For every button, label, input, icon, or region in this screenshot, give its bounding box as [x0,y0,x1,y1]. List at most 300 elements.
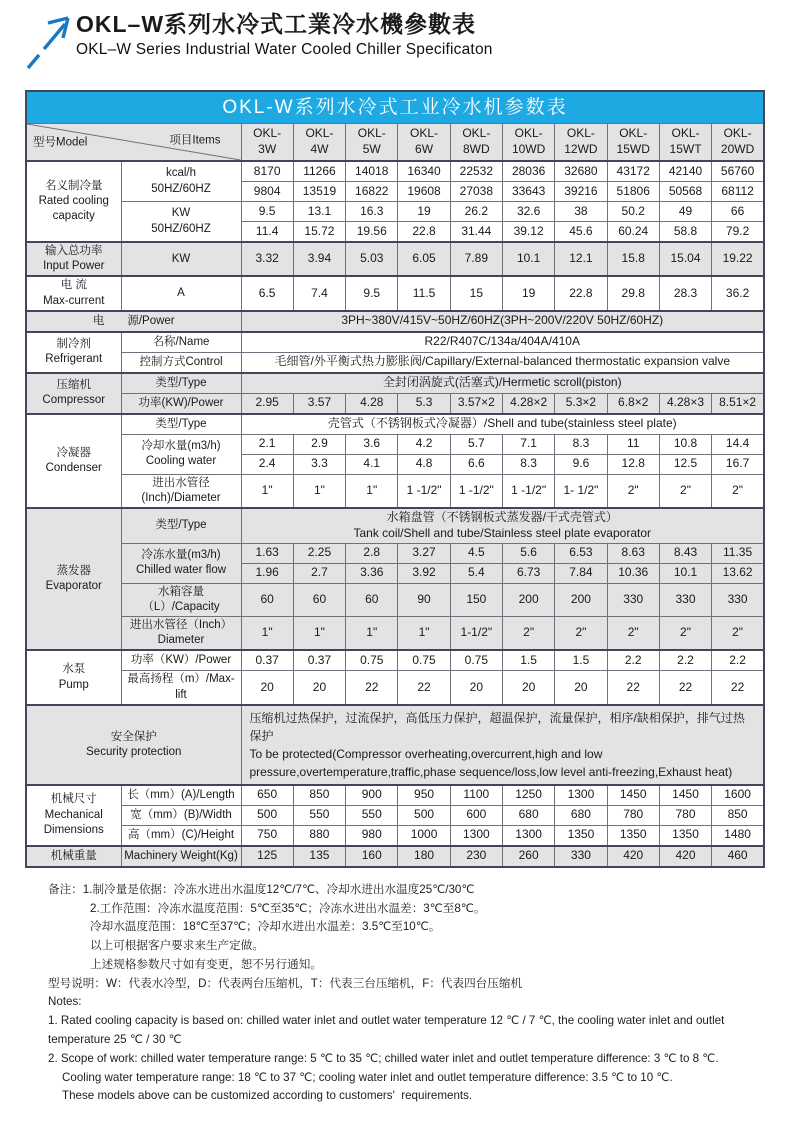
table-row [26,373,764,394]
value-cell: 1.5 [555,650,607,671]
table-row [26,846,764,867]
value-cell: 200 [555,583,607,616]
value-cell: 32680 [555,161,607,182]
value-cell: 3.92 [398,563,450,583]
value-cell: 1 -1/2" [502,474,554,508]
value-cell: 8.63 [607,543,659,563]
value-cell: 750 [241,825,293,846]
note-line: 备注：1.制冷量是依据：冷冻水进出水温度12℃/7℃、冷却水进出水温度25℃/30℃ [48,882,475,896]
value-cell: 1-1/2" [450,617,502,651]
page-subtitle: OKL–W Series Industrial Water Cooled Chiller Specificaton [76,40,493,58]
value-cell: 7.1 [502,434,554,454]
model-header-cell: OKL- 6W [398,124,450,162]
value-cell: 1300 [450,825,502,846]
value-cell: 3.6 [346,434,398,454]
value-cell: 60.24 [607,222,659,243]
value-cell: 90 [398,583,450,616]
value-cell: 50568 [659,182,711,202]
corner-cell [26,124,241,162]
value-cell: 950 [398,785,450,806]
value-cell: 420 [607,846,659,867]
table-row [26,785,764,806]
value-cell: 780 [659,805,711,825]
value-cell: 2.95 [241,393,293,414]
value-cell: 8170 [241,161,293,182]
row-item-label: 高（mm）(C)/Height [121,825,241,846]
row-item-label: 冷却水量(m3/h) Cooling water [121,434,241,474]
value-cell: 4.8 [398,454,450,474]
row-item-label: 长（mm）(A)/Length [121,785,241,806]
model-header-cell: OKL- 15WT [659,124,711,162]
value-cell: 160 [346,846,398,867]
value-cell: 9.5 [346,276,398,310]
value-cell: 1" [293,474,345,508]
table-title: OKL-W系列水冷式工业冷水机参数表 [26,91,764,124]
value-cell: 180 [398,846,450,867]
value-cell: 6.6 [450,454,502,474]
value-cell: 50.2 [607,202,659,222]
value-cell: 16.3 [346,202,398,222]
row-label: 电 源/Power [26,311,241,332]
value-cell: 10.8 [659,434,711,454]
value-cell: 1350 [659,825,711,846]
value-cell: 15.72 [293,222,345,243]
value-cell: 33643 [502,182,554,202]
value-cell: 6.8×2 [607,393,659,414]
row-group-label: 机械重量 [26,846,121,867]
value-cell: 22 [659,671,711,705]
value-cell: 1" [241,617,293,651]
row-item-label: 功率(KW)/Power [121,393,241,414]
table-row [26,474,764,508]
value-cell: 1100 [450,785,502,806]
value-cell: 5.6 [502,543,554,563]
value-cell: 6.05 [398,242,450,276]
value-cell: 1.63 [241,543,293,563]
value-cell: 16822 [346,182,398,202]
value-cell: 4.5 [450,543,502,563]
row-group-label: 冷凝器 Condenser [26,414,121,508]
value-cell: 9.5 [241,202,293,222]
value-cell: 5.3 [398,393,450,414]
value-cell: 13.62 [712,563,764,583]
value-cell: 1 -1/2" [398,474,450,508]
value-cell: 22.8 [555,276,607,310]
value-cell: 4.28×3 [659,393,711,414]
value-cell: 1" [293,617,345,651]
value-cell: 5.4 [450,563,502,583]
table-row [26,311,764,332]
value-cell: 1- 1/2" [555,474,607,508]
value-cell: 66 [712,202,764,222]
value-cell: 260 [502,846,554,867]
value-cell: 2.2 [659,650,711,671]
value-cell: 680 [555,805,607,825]
value-cell: 880 [293,825,345,846]
value-cell: 1350 [555,825,607,846]
table-row [26,414,764,435]
spec-table-body [26,161,764,867]
value-cell: 11266 [293,161,345,182]
note-line: Cooling water temperature range: 18 ℃ to 37 ℃; cooling water inlet and outlet temperature difference: 3.5 ℃ to 10 ℃. [62,1070,673,1084]
table-row [26,671,764,705]
value-cell: 51806 [607,182,659,202]
value-cell: 850 [293,785,345,806]
table-row [26,434,764,454]
value-cell: 680 [502,805,554,825]
value-cell: 900 [346,785,398,806]
row-item-label: 类型/Type [121,373,241,394]
row-item-label: 水箱容量（L）/Capacity [121,583,241,616]
value-cell: 150 [450,583,502,616]
value-cell: 8.43 [659,543,711,563]
value-cell: 3.94 [293,242,345,276]
value-cell: 550 [346,805,398,825]
value-cell: 10.1 [659,563,711,583]
value-cell: 1300 [502,825,554,846]
table-row [26,543,764,563]
value-cell: 15.04 [659,242,711,276]
value-cell: 2" [607,617,659,651]
value-cell: 43172 [607,161,659,182]
value-cell: 6.53 [555,543,607,563]
table-row [26,202,764,222]
table-wrapper [25,90,790,868]
value-cell: 1.96 [241,563,293,583]
row-item-label: 宽（mm）(B)/Width [121,805,241,825]
note-line: 以上可根据客户要求来生产定做。 [90,939,264,953]
table-row [26,161,764,182]
value-cell: 2" [555,617,607,651]
value-cell: 11.35 [712,543,764,563]
value-cell: 650 [241,785,293,806]
table-row [26,352,764,373]
value-cell: 19.56 [346,222,398,243]
value-cell: 11.4 [241,222,293,243]
note-line: 上述规格参数尺寸如有变更，恕不另行通知。 [90,957,322,971]
model-header-cell: OKL- 12WD [555,124,607,162]
value-cell: 330 [659,583,711,616]
value-cell: 2.25 [293,543,345,563]
value-cell: 500 [398,805,450,825]
value-cell: 330 [607,583,659,616]
row-group-label: 压缩机 Compressor [26,373,121,414]
notes [48,881,770,1106]
value-cell: 20 [502,671,554,705]
value-cell: 3.57 [293,393,345,414]
value-cell: 2.7 [293,563,345,583]
value-cell: 19 [398,202,450,222]
value-cell: 20 [555,671,607,705]
value-cell: 39.12 [502,222,554,243]
value-cell: 27038 [450,182,502,202]
value-cell: 14018 [346,161,398,182]
value-cell: 2" [659,474,711,508]
model-header-cell: OKL- 8WD [450,124,502,162]
value-cell: 32.6 [502,202,554,222]
row-group-label: 蒸发器 Evaporator [26,508,121,650]
value-cell: 1 -1/2" [450,474,502,508]
value-cell: 28036 [502,161,554,182]
value-cell: 2.1 [241,434,293,454]
value-cell: 3PH~380V/415V~50HZ/60HZ(3PH~200V/220V 50HZ/60HZ) [241,311,764,332]
value-cell: 58.8 [659,222,711,243]
value-cell: 7.89 [450,242,502,276]
table-row [26,508,764,543]
value-cell: 1600 [712,785,764,806]
value-cell: 1450 [659,785,711,806]
table-row [26,583,764,616]
value-cell: 14.4 [712,434,764,454]
page-title: OKL–W系列水冷式工業冷水機參數表 [76,11,477,37]
value-cell: 12.1 [555,242,607,276]
value-cell: 500 [241,805,293,825]
row-group-label: 水泵 Pump [26,650,121,704]
value-cell: 39216 [555,182,607,202]
value-cell: 16.7 [712,454,764,474]
value-cell: 毛细管/外平衡式热力膨胀阀/Capillary/External-balanced thermostatic expansion valve [241,352,764,373]
table-row [26,805,764,825]
row-item-label: KW [121,242,241,276]
value-cell: 11.5 [398,276,450,310]
value-cell: 压缩机过热保护，过流保护，高低压力保护，超温保护，流量保护，相序/缺相保护，排气过热保护 To be protected(Compressor overheating,overcurrent,high and low pressure,overtemperature,traffic,phase sequence/loss,low level anti-freezing,Exhaust heat) [241,705,764,785]
value-cell: 1250 [502,785,554,806]
value-cell: 49 [659,202,711,222]
row-item-label: 控制方式Control [121,352,241,373]
value-cell: 13.1 [293,202,345,222]
value-cell: 38 [555,202,607,222]
value-cell: 3.57×2 [450,393,502,414]
value-cell: 45.6 [555,222,607,243]
row-item-label: 冷冻水量(m3/h) Chilled water flow [121,543,241,583]
value-cell: 125 [241,846,293,867]
value-cell: 20 [293,671,345,705]
value-cell: 3.36 [346,563,398,583]
value-cell: 20 [450,671,502,705]
value-cell: 330 [555,846,607,867]
value-cell: 200 [502,583,554,616]
model-header-cell: OKL- 4W [293,124,345,162]
value-cell: 60 [241,583,293,616]
table-row [26,393,764,414]
value-cell: 29.8 [607,276,659,310]
value-cell: 13519 [293,182,345,202]
model-header-cell: OKL- 10WD [502,124,554,162]
value-cell: 330 [712,583,764,616]
value-cell: 10.36 [607,563,659,583]
value-cell: 全封闭涡旋式(活塞式)/Hermetic scroll(piston) [241,373,764,394]
up-right-arrow-icon [26,12,76,74]
value-cell: 780 [607,805,659,825]
value-cell: 2" [712,474,764,508]
value-cell: 1" [398,617,450,651]
value-cell: 7.4 [293,276,345,310]
row-group-label: 名义制冷量 Rated cooling capacity [26,161,121,242]
row-group-label: 输入总功率 Input Power [26,242,121,276]
value-cell: 22 [712,671,764,705]
value-cell: R22/R407C/134a/404A/410A [241,332,764,353]
value-cell: 550 [293,805,345,825]
value-cell: 4.2 [398,434,450,454]
value-cell: 2.2 [712,650,764,671]
value-cell: 60 [293,583,345,616]
value-cell: 6.73 [502,563,554,583]
value-cell: 2.2 [607,650,659,671]
row-item-label: 功率（KW）/Power [121,650,241,671]
value-cell: 79.2 [712,222,764,243]
value-cell: 8.3 [555,434,607,454]
model-header-cell: OKL- 3W [241,124,293,162]
value-cell: 68112 [712,182,764,202]
value-cell: 1480 [712,825,764,846]
row-group-label: 电 流 Max-current [26,276,121,310]
value-cell: 2" [502,617,554,651]
title-block [76,8,493,59]
value-cell: 19608 [398,182,450,202]
value-cell: 9804 [241,182,293,202]
value-cell: 20 [241,671,293,705]
value-cell: 2" [712,617,764,651]
table-row [26,650,764,671]
row-item-label: 名称/Name [121,332,241,353]
table-row [26,276,764,310]
value-cell: 2" [607,474,659,508]
value-cell: 420 [659,846,711,867]
row-group-label: 制冷剂 Refrigerant [26,332,121,373]
value-cell: 4.28×2 [502,393,554,414]
value-cell: 8.3 [502,454,554,474]
corner-model-label: 型号Model [33,136,88,149]
value-cell: 15 [450,276,502,310]
value-cell: 1300 [555,785,607,806]
note-line: 2.工作范围：冷冻水温度范围：5℃至35℃；冷冻水进出水温差：3℃至8℃。 [90,901,486,915]
row-item-label: 进出水管径（Inch） Diameter [121,617,241,651]
value-cell: 5.7 [450,434,502,454]
value-cell: 22 [607,671,659,705]
value-cell: 1.5 [502,650,554,671]
value-cell: 0.37 [293,650,345,671]
note-line: 冷却水温度范围：18℃至37℃；冷却水进出水温差：3.5℃至10℃。 [90,920,441,934]
row-item-label: 类型/Type [121,414,241,435]
value-cell: 850 [712,805,764,825]
value-cell: 16340 [398,161,450,182]
spec-table [25,90,765,868]
value-cell: 2.4 [241,454,293,474]
value-cell: 12.5 [659,454,711,474]
value-cell: 6.5 [241,276,293,310]
value-cell: 1450 [607,785,659,806]
value-cell: 36.2 [712,276,764,310]
table-row [26,705,764,785]
value-cell: 5.03 [346,242,398,276]
value-cell: 31.44 [450,222,502,243]
value-cell: 10.1 [502,242,554,276]
row-item-label: 最高扬程（m）/Max-lift [121,671,241,705]
value-cell: 135 [293,846,345,867]
page-header [0,0,790,74]
value-cell: 壳管式（不锈钢板式冷凝器）/Shell and tube(stainless steel plate) [241,414,764,435]
value-cell: 1350 [607,825,659,846]
value-cell: 19.22 [712,242,764,276]
table-row [26,617,764,651]
value-cell: 19 [502,276,554,310]
value-cell: 3.3 [293,454,345,474]
value-cell: 4.28 [346,393,398,414]
value-cell: 2" [659,617,711,651]
value-cell: 12.8 [607,454,659,474]
value-cell: 4.1 [346,454,398,474]
value-cell: 22.8 [398,222,450,243]
value-cell: 3.32 [241,242,293,276]
model-header-cell: OKL- 20WD [712,124,764,162]
value-cell: 1000 [398,825,450,846]
value-cell: 5.3×2 [555,393,607,414]
value-cell: 26.2 [450,202,502,222]
value-cell: 56760 [712,161,764,182]
value-cell: 2.8 [346,543,398,563]
value-cell: 600 [450,805,502,825]
model-header-cell: OKL- 15WD [607,124,659,162]
note-line: 2. Scope of work: chilled water temperature range: 5 ℃ to 35 ℃; chilled water inlet and outlet temperature difference: 3 ℃ to 8 ℃. [48,1051,719,1065]
value-cell: 3.27 [398,543,450,563]
row-item-label: kcal/h 50HZ/60HZ [121,161,241,202]
table-title-row [26,91,764,124]
value-cell: 11 [607,434,659,454]
value-cell: 1" [346,474,398,508]
row-label: 安全保护 Security protection [26,705,241,785]
value-cell: 2.9 [293,434,345,454]
value-cell: 22 [398,671,450,705]
value-cell: 0.75 [398,650,450,671]
model-header-row [26,124,764,162]
value-cell: 1" [346,617,398,651]
row-item-label: A [121,276,241,310]
model-header-cell: OKL- 5W [346,124,398,162]
row-item-label: KW 50HZ/60HZ [121,202,241,243]
table-row [26,332,764,353]
corner-items-label: 项目Items [169,133,221,146]
value-cell: 42140 [659,161,711,182]
value-cell: 1" [241,474,293,508]
value-cell: 22532 [450,161,502,182]
row-group-label: 机械尺寸 Mechanical Dimensions [26,785,121,846]
value-cell: 0.75 [450,650,502,671]
value-cell: 0.37 [241,650,293,671]
value-cell: 水箱盘管（不锈钢板式蒸发器/干式壳管式） Tank coil/Shell and tube/Stainless steel plate evaporator [241,508,764,543]
value-cell: 230 [450,846,502,867]
note-line: 1. Rated cooling capacity is based on: chilled water inlet and outlet water temperature 12 ℃ / 7 ℃, the cooling water inlet and outlet [48,1014,725,1028]
table-row [26,242,764,276]
row-item-label: 进出水管径 (Inch)/Diameter [121,474,241,508]
note-line: Notes: [48,995,82,1009]
row-item-label: 类型/Type [121,508,241,543]
value-cell: 60 [346,583,398,616]
row-item-label: Machinery Weight(Kg) [121,846,241,867]
note-line: 型号说明：W：代表水冷型，D：代表两台压缩机，T：代表三台压缩机，F：代表四台压缩机 [48,976,523,990]
note-line: temperature 25 ℃ / 30 ℃ [48,1032,182,1046]
value-cell: 22 [346,671,398,705]
table-row [26,825,764,846]
value-cell: 0.75 [346,650,398,671]
value-cell: 980 [346,825,398,846]
value-cell: 15.8 [607,242,659,276]
value-cell: 8.51×2 [712,393,764,414]
value-cell: 460 [712,846,764,867]
value-cell: 7.84 [555,563,607,583]
note-line: These models above can be customized according to customers' requirements. [62,1089,473,1103]
value-cell: 9.6 [555,454,607,474]
value-cell: 28.3 [659,276,711,310]
